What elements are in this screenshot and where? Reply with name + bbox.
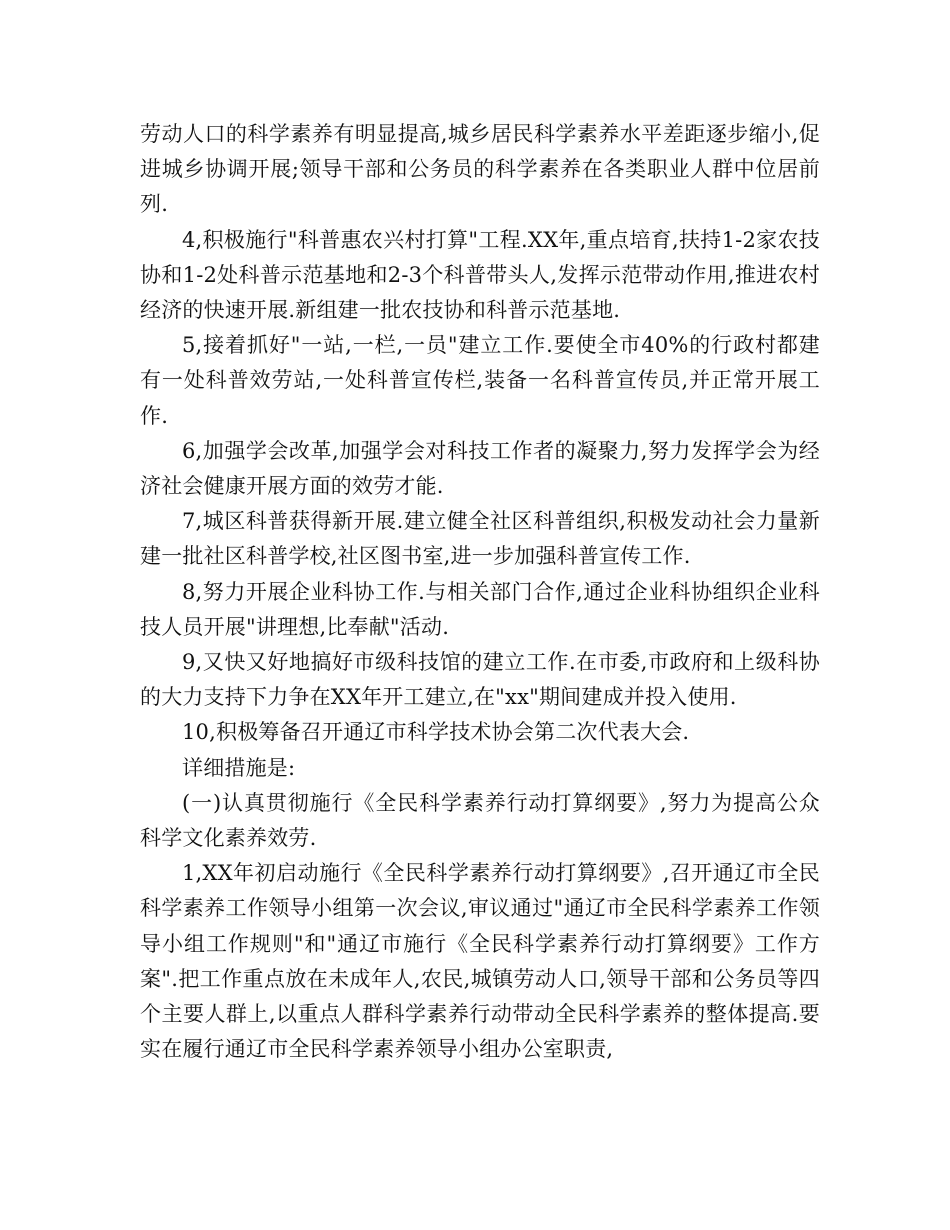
paragraph-7: 9,又快又好地搞好市级科技馆的建立工作.在市委,市政府和上级科协的大力支持下力争在XX年开工建立,在"xx"期间建成并投入使用. (140, 650, 820, 710)
paragraph-10: (一)认真贯彻施行《全民科学素养行动打算纲要》,努力为提高公众科学文化素养效劳. (140, 790, 820, 851)
paragraph-9: 详细措施是: (182, 755, 296, 780)
paragraph-11: 1,XX年初启动施行《全民科学素养行动打算纲要》,召开通辽市全民科学素养工作领导小组第一次会议,审议通过"通辽市全民科学素养工作领导小组工作规则"和"通辽市施行《全民科学素养行动打算纲要》工作方案".把工作重点放在未成年人,农民,城镇劳动人口,领导干部和公务员等四个主要人群上,以重点人群科学素养行动带动全民科学素养的整体提高.要实在履行通辽市全民科学素养领导小组办公室职责, (140, 861, 820, 1062)
document-body (140, 117, 820, 1067)
paragraph-8: 10,积极筹备召开通辽市科学技术协会第二次代表大会. (182, 720, 690, 745)
paragraph-4: 6,加强学会改革,加强学会对科技工作者的凝聚力,努力发挥学会为经济社会健康开展方面的效劳才能. (140, 438, 820, 499)
paragraph-5: 7,城区科普获得新开展.建立健全社区科普组织,积极发动社会力量新建一批社区科普学校,社区图书室,进一步加强科普宣传工作. (140, 509, 820, 569)
paragraph-2: 4,积极施行"科普惠农兴村打算"工程.XX年,重点培育,扶持1-2家农技协和1-2处科普示范基地和2-3个科普带头人,发挥示范带动作用,推进农村经济的快速开展.新组建一批农技协和科普示范基地. (140, 227, 820, 323)
paragraph-6: 8,努力开展企业科协工作.与相关部门合作,通过企业科协组织企业科技人员开展"讲理想,比奉献"活动. (140, 579, 820, 639)
paragraph-1: 劳动人口的科学素养有明显提高,城乡居民科学素养水平差距逐步缩小,促进城乡协调开展;领导干部和公务员的科学素养在各类职业人群中位居前列. (140, 122, 820, 217)
paragraph-3: 5,接着抓好"一站,一栏,一员"建立工作.要使全市40%的行政村都建有一处科普效劳站,一处科普宣传栏,装备一名科普宣传员,并正常开展工作. (140, 333, 820, 428)
